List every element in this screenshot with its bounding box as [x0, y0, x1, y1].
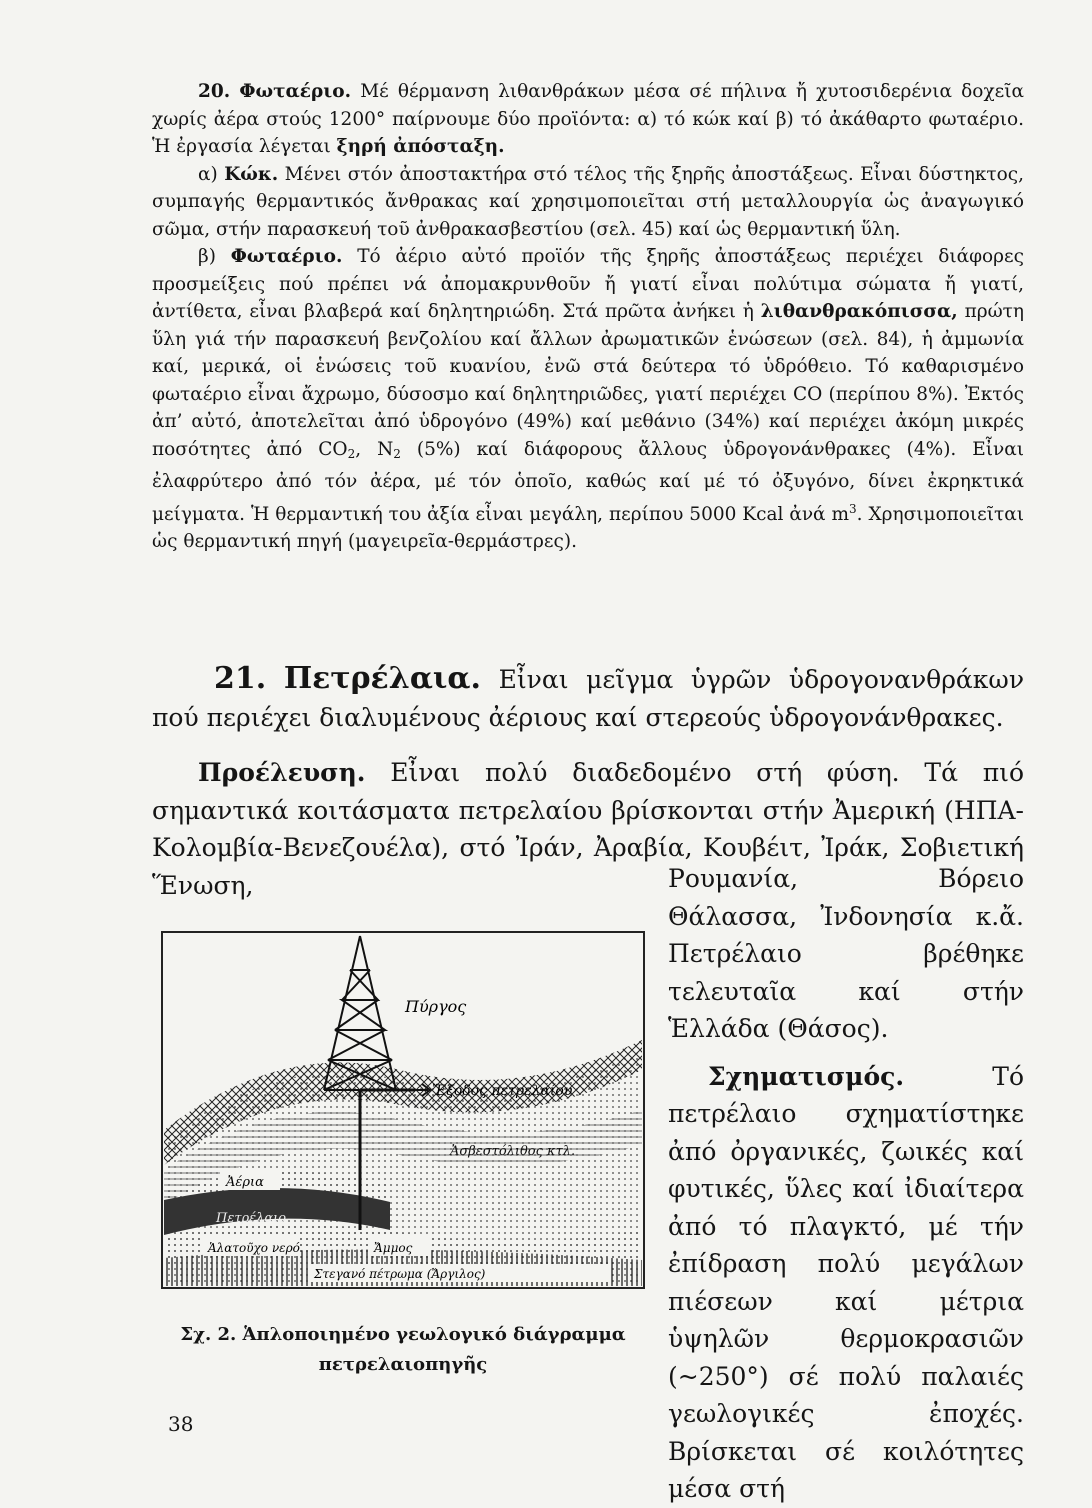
sec21-title: Πετρέλαια. — [283, 661, 481, 696]
figure-caption — [160, 1320, 646, 1380]
label-saltwater: Ἁλατοῦχο νερό — [208, 1241, 300, 1255]
gas-text-4: (5%) καί διάφορους ἄλλους ὑδρογονάνθρακες (4%). Εἶναι ἐλαφρύτερο ἀπό τόν ἀέρα, μέ τόν ὁποῖο, καθώς καί μέ τό ὀξυγόνο, δίνει ἐκρηκτικά μείγματα. Ἡ θερμαντική του ἀξία εἶναι μεγάλη, περίπου 5000 Kcal ἀνά m — [152, 438, 1024, 525]
sec20-dist-term: ξηρή ἀπόσταξη. — [336, 136, 505, 157]
formation-text: Τό πετρέλαιο σχηματίστηκε ἀπό ὀργανικές, ζωικές καί φυτικές, ὕλες καί ἰδιαίτερα ἀπό τό πλαγκτό, μέ τήν ἐπίδραση πολύ μεγάλων πιέσεων καί μέτρια ὑψηλῶν θερμοκρασιῶν (~250°) σέ πολύ παλαιές γεωλογικές ἐποχές. Βρίσκεται σέ κοιλότητες μέσα στή — [668, 1061, 1024, 1503]
gas-text-2: πρώτη ὕλη γιά τήν παρασκευή βενζολίου καί ἄλλων ἀρωματικῶν ἑνώσεων (σελ. 84), ἡ ἀμμωνία καί, μερικά, οἱ ἑνώσεις τοῦ κυανίου, ἐνῶ στά δεύτερα τό ὑδρόθειο. Τό καθαρισμένο φωταέριο εἶναι ἄχρωμο, δύσοσμο καί δηλητηριῶδες, γιατί περιέχει CO (περίπου 8%). Ἐκτός ἀπ’ αὐτό, ἀποτελεῖται ἀπό ὑδρογόνο (49%) καί μεθάνιο (34%) καί περιέχει ἀκόμη μικρές ποσότητες ἀπό CO — [152, 301, 1025, 460]
sec20-gas-paragraph — [152, 243, 1024, 556]
sec20-paragraph — [152, 78, 1024, 161]
sub-co2: 2 — [347, 446, 356, 461]
origin-text: Εἶναι πολύ διαδεδομένο στή φύση. Τά πιό σημαντικά κοιτάσματα πετρελαίου βρίσκονται στήν Ἀμερική (ΗΠΑ-Κολομβία-Βενεζουέλα), στό Ἰράν, Ἀραβία, Κουβέιτ, Ἰράκ, Σοβιετική Ἕνωση, — [152, 758, 1024, 900]
label-tower: Πύργος — [405, 997, 467, 1016]
label-sand: Ἄμμος — [374, 1241, 413, 1255]
formation-title: Σχηματισμός. — [708, 1061, 905, 1091]
caption-line-2: πετρελαιοπηγῆς — [318, 1354, 488, 1375]
sec20-number: 20. — [198, 81, 231, 102]
caption-line-1: Σχ. 2. Ἁπλοποιημένο γεωλογικό διάγραμμα — [180, 1324, 626, 1345]
formation-paragraph — [668, 1058, 1024, 1508]
section-20 — [152, 78, 1024, 556]
sup-m3: 3 — [849, 501, 857, 516]
label-oil: Πετρέλαιο — [216, 1211, 287, 1226]
label-limestone: Ἀσβεστόλιθος κτλ. — [450, 1144, 576, 1159]
oil-well-diagram — [160, 930, 646, 1290]
coke-text: Μένει στόν ἀποστακτήρα στό τέλος τῆς ξηρῆς ἀποστάξεως. Εἶναι δύστηκτος, συμπαγής θερμαντικός ἄνθρακας καί χρησιμοποιεῖται στή μεταλλουργία ὡς ἀναγωγικό σῶμα, στήν παρασκευή τοῦ ἀνθρακασβεστίου (σελ. 45) καί ὡς θερμαντική ὕλη. — [152, 163, 1024, 240]
sec21-intro: Εἶναι μεῖγμα ὑγρῶν ὑδρογονανθράκων πού περιέχει διαλυμένους ἀέριους καί στερεούς ὑδρογονάνθρακες. — [152, 665, 1025, 732]
gas-text-5: . Χρησιμοποιεῖται ὡς θερμαντική πηγή (μαγειρεῖα-θερμάστρες). — [152, 503, 1024, 553]
origin-title: Προέλευση. — [198, 758, 366, 787]
label-gas: Ἀέρια — [226, 1175, 264, 1190]
label-exit: Ἔξοδος πετρελαίου — [432, 1083, 573, 1099]
origin-continuation: Ρουμανία, Βόρειο Θάλασσα, Ἰνδονησία κ.ἄ. Πετρέλαιο βρέθηκε τελευταῖα καί στήν Ἑλλάδα (Θάσος). — [668, 864, 1024, 1043]
sec20-intro: Μέ θέρμανση λιθανθράκων μέσα σέ πήλινα ἤ χυτοσιδερένια δοχεῖα χωρίς ἀέρα στούς 1200° παίρνουμε δύο προϊόντα: α) τό κώκ καί β) τό ἀκάθαρτο φωταέριο. Ἡ ἐργασία λέγεται — [152, 81, 1024, 157]
page-number: 38 — [168, 1412, 194, 1436]
sec20-coke-paragraph — [152, 161, 1024, 244]
sub-n2: 2 — [393, 446, 401, 461]
label-clay: Στεγανό πέτρωμα (Ἄργιλος) — [314, 1267, 486, 1281]
sec20-title: Φωταέριο. — [239, 81, 352, 102]
gas-title: Φωταέριο. — [230, 246, 343, 267]
coke-label: α) — [198, 163, 218, 185]
gas-text-1: Τό ἀέριο αὐτό προϊόν τῆς ξηρῆς ἀποστάξεως περιέχει διάφορες προσμείξεις πού πρέπει νά ἀπομακρυνθοῦν ἤ γιατί εἶναι πολύτιμα σώματα ἤ γιατί, ἀντίθετα, εἶναι βλαβερά καί δηλητηριώδη. Στά πρῶτα ἀνήκει ἡ — [152, 246, 1025, 322]
right-column — [668, 860, 1024, 1508]
gas-text-3: , N — [355, 438, 394, 460]
coal-tar-term: λιθανθρακόπισσα, — [760, 301, 958, 322]
gas-label: β) — [198, 246, 216, 267]
sec21-intro-paragraph — [152, 660, 1024, 736]
coke-title: Κώκ. — [224, 163, 279, 185]
sec21-number: 21. — [214, 661, 267, 696]
